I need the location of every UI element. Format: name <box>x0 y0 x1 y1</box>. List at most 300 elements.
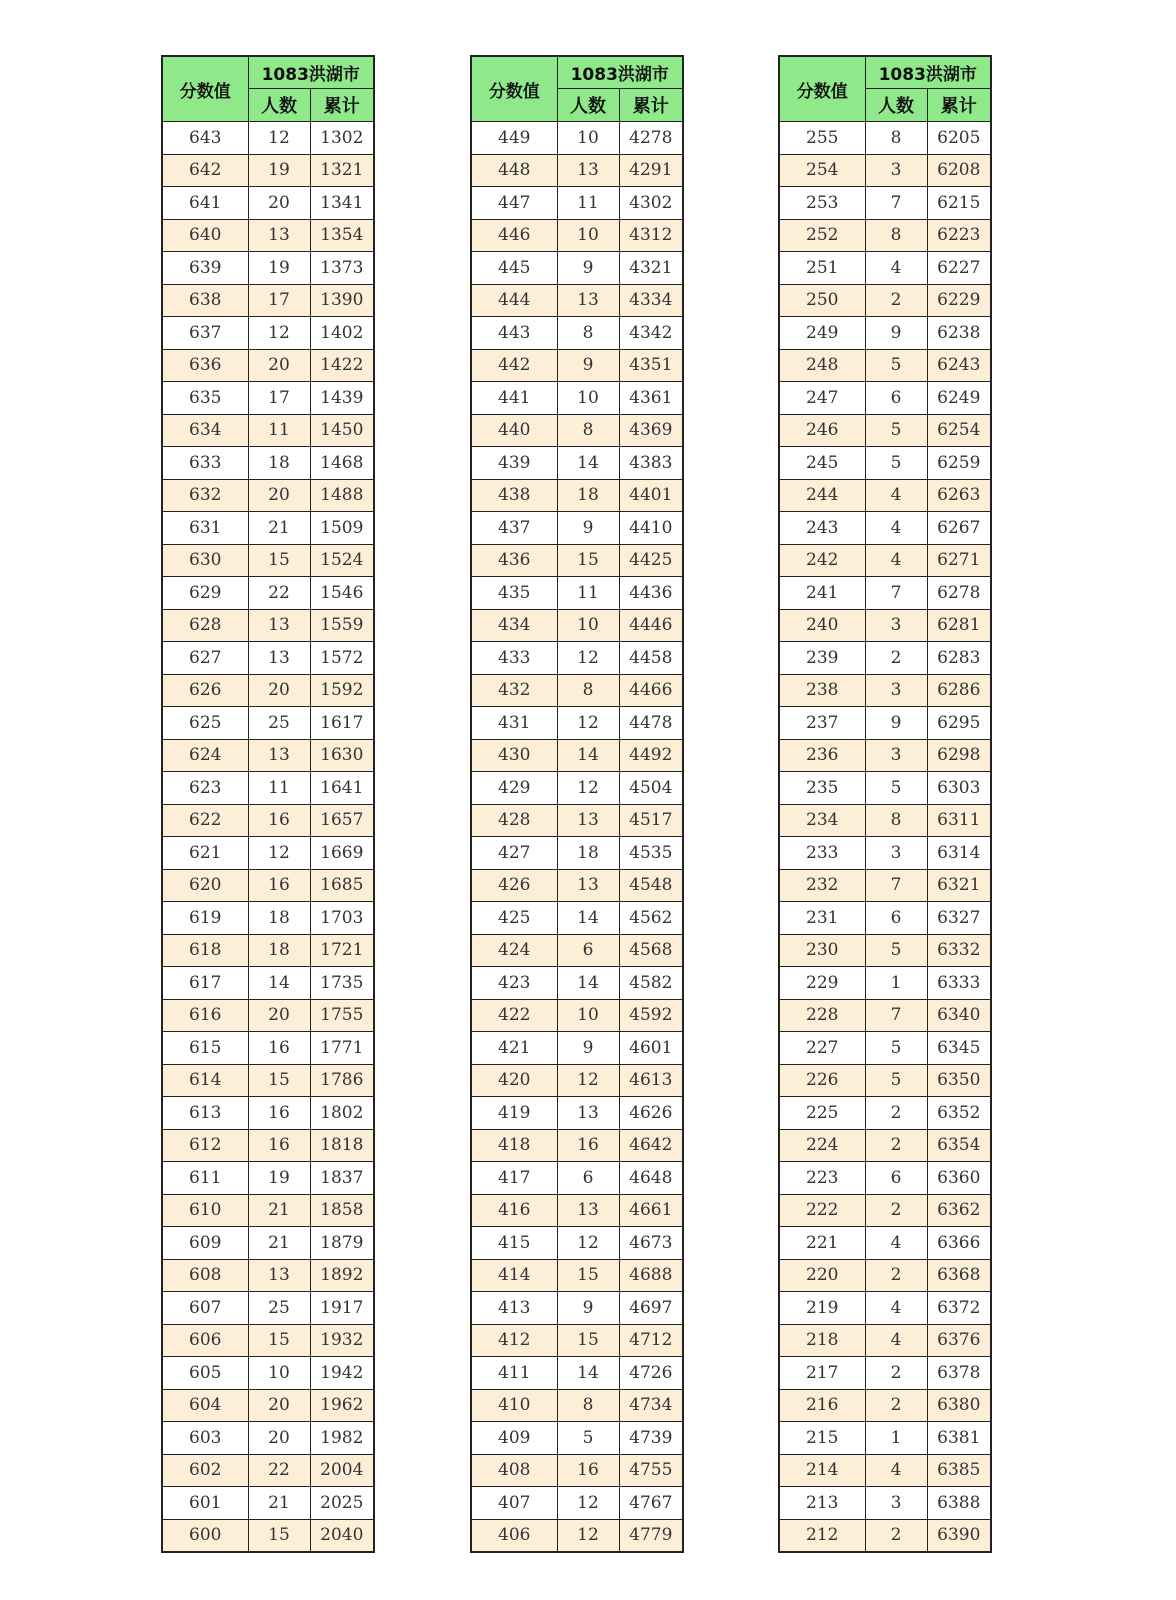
table-row <box>471 317 683 350</box>
cumulative-cell: 1641 <box>310 772 374 805</box>
table-row <box>471 1324 683 1357</box>
score-cell: 229 <box>779 967 865 1000</box>
score-cell: 251 <box>779 252 865 285</box>
table-row <box>471 479 683 512</box>
cumulative-cell: 1630 <box>310 739 374 772</box>
table-row <box>471 739 683 772</box>
score-cell: 406 <box>471 1519 557 1552</box>
score-cell: 602 <box>162 1454 248 1487</box>
score-cell: 632 <box>162 479 248 512</box>
count-cell: 25 <box>248 1292 310 1325</box>
cumulative-cell: 6333 <box>927 967 991 1000</box>
count-cell: 13 <box>248 1259 310 1292</box>
table-row <box>471 1032 683 1065</box>
count-cell: 15 <box>557 544 619 577</box>
score-cell: 434 <box>471 609 557 642</box>
score-cell: 222 <box>779 1194 865 1227</box>
score-cell: 429 <box>471 772 557 805</box>
cumulative-cell: 4562 <box>619 902 683 935</box>
score-cell: 255 <box>779 122 865 155</box>
table-row <box>779 1227 991 1260</box>
table-row <box>779 317 991 350</box>
table-row <box>162 1162 374 1195</box>
count-cell: 10 <box>557 382 619 415</box>
score-cell: 607 <box>162 1292 248 1325</box>
table-row <box>779 1389 991 1422</box>
count-cell: 17 <box>248 284 310 317</box>
count-cell: 20 <box>248 1389 310 1422</box>
score-cell: 639 <box>162 252 248 285</box>
cumulative-cell: 1892 <box>310 1259 374 1292</box>
cumulative-cell: 6254 <box>927 414 991 447</box>
cumulative-cell: 4697 <box>619 1292 683 1325</box>
cumulative-column-header: 累计 <box>310 89 374 122</box>
table-row <box>779 382 991 415</box>
table-row <box>162 479 374 512</box>
count-cell: 4 <box>865 1227 927 1260</box>
table-row <box>471 1357 683 1390</box>
table-row <box>471 1519 683 1552</box>
score-cell: 448 <box>471 154 557 187</box>
score-cell: 212 <box>779 1519 865 1552</box>
count-cell: 13 <box>557 154 619 187</box>
count-cell: 11 <box>557 187 619 220</box>
table-row <box>779 414 991 447</box>
cumulative-cell: 6295 <box>927 707 991 740</box>
table-row <box>162 154 374 187</box>
score-cell: 232 <box>779 869 865 902</box>
count-cell: 7 <box>865 187 927 220</box>
score-cell: 638 <box>162 284 248 317</box>
score-cell: 221 <box>779 1227 865 1260</box>
count-column-header: 人数 <box>557 89 619 122</box>
score-cell: 605 <box>162 1357 248 1390</box>
table-row <box>779 479 991 512</box>
table-row <box>779 1259 991 1292</box>
table-row <box>162 772 374 805</box>
cumulative-cell: 4517 <box>619 804 683 837</box>
score-cell: 411 <box>471 1357 557 1390</box>
score-cell: 635 <box>162 382 248 415</box>
cumulative-cell: 1685 <box>310 869 374 902</box>
table-row <box>471 1422 683 1455</box>
table-row <box>471 1454 683 1487</box>
count-cell: 4 <box>865 1454 927 1487</box>
count-cell: 13 <box>248 609 310 642</box>
table-row <box>162 1129 374 1162</box>
score-cell: 413 <box>471 1292 557 1325</box>
count-cell: 1 <box>865 1422 927 1455</box>
count-cell: 19 <box>248 252 310 285</box>
count-cell: 21 <box>248 1194 310 1227</box>
score-cell: 242 <box>779 544 865 577</box>
count-cell: 12 <box>557 642 619 675</box>
table-row <box>471 609 683 642</box>
cumulative-cell: 4642 <box>619 1129 683 1162</box>
count-cell: 11 <box>248 414 310 447</box>
table-row <box>779 122 991 155</box>
table-row <box>471 382 683 415</box>
cumulative-cell: 6354 <box>927 1129 991 1162</box>
table-row <box>471 1194 683 1227</box>
score-cell: 254 <box>779 154 865 187</box>
score-cell: 430 <box>471 739 557 772</box>
score-cell: 252 <box>779 219 865 252</box>
cumulative-cell: 4458 <box>619 642 683 675</box>
score-cell: 620 <box>162 869 248 902</box>
table-row <box>779 447 991 480</box>
table-row <box>471 642 683 675</box>
table-row <box>779 609 991 642</box>
cumulative-cell: 6227 <box>927 252 991 285</box>
cumulative-cell: 4626 <box>619 1097 683 1130</box>
table-row <box>779 1454 991 1487</box>
cumulative-cell: 1488 <box>310 479 374 512</box>
table-row <box>162 512 374 545</box>
count-cell: 3 <box>865 609 927 642</box>
table-row <box>162 1097 374 1130</box>
table-row <box>471 349 683 382</box>
count-cell: 20 <box>248 349 310 382</box>
cumulative-cell: 1439 <box>310 382 374 415</box>
count-cell: 22 <box>248 577 310 610</box>
count-cell: 10 <box>248 1357 310 1390</box>
score-cell: 219 <box>779 1292 865 1325</box>
score-cell: 440 <box>471 414 557 447</box>
cumulative-cell: 6376 <box>927 1324 991 1357</box>
table-row <box>162 382 374 415</box>
score-cell: 218 <box>779 1324 865 1357</box>
score-cell: 447 <box>471 187 557 220</box>
table-row <box>471 869 683 902</box>
cumulative-cell: 1721 <box>310 934 374 967</box>
table-row <box>779 642 991 675</box>
count-cell: 12 <box>248 122 310 155</box>
cumulative-cell: 6385 <box>927 1454 991 1487</box>
score-cell: 615 <box>162 1032 248 1065</box>
score-cell: 438 <box>471 479 557 512</box>
score-cell: 608 <box>162 1259 248 1292</box>
score-cell: 619 <box>162 902 248 935</box>
score-cell: 601 <box>162 1487 248 1520</box>
count-cell: 11 <box>248 772 310 805</box>
count-cell: 13 <box>557 869 619 902</box>
table-row <box>471 252 683 285</box>
count-cell: 6 <box>865 382 927 415</box>
score-cell: 641 <box>162 187 248 220</box>
table-row <box>162 1389 374 1422</box>
cumulative-cell: 6327 <box>927 902 991 935</box>
table-row <box>471 674 683 707</box>
score-cell: 408 <box>471 1454 557 1487</box>
score-cell: 241 <box>779 577 865 610</box>
table-row <box>471 1227 683 1260</box>
score-cell: 616 <box>162 999 248 1032</box>
cumulative-cell: 1572 <box>310 642 374 675</box>
cumulative-cell: 6298 <box>927 739 991 772</box>
cumulative-cell: 2004 <box>310 1454 374 1487</box>
score-cell: 617 <box>162 967 248 1000</box>
cumulative-cell: 1592 <box>310 674 374 707</box>
table-row <box>779 772 991 805</box>
cumulative-cell: 6390 <box>927 1519 991 1552</box>
score-cell: 439 <box>471 447 557 480</box>
score-cell: 220 <box>779 1259 865 1292</box>
cumulative-cell: 1373 <box>310 252 374 285</box>
cumulative-cell: 1771 <box>310 1032 374 1065</box>
count-cell: 3 <box>865 739 927 772</box>
score-cell: 636 <box>162 349 248 382</box>
score-cell: 214 <box>779 1454 865 1487</box>
count-cell: 8 <box>557 414 619 447</box>
score-cell: 428 <box>471 804 557 837</box>
score-cell: 643 <box>162 122 248 155</box>
table-row <box>471 1259 683 1292</box>
cumulative-cell: 4410 <box>619 512 683 545</box>
table-row <box>779 869 991 902</box>
cumulative-cell: 1302 <box>310 122 374 155</box>
cumulative-cell: 2040 <box>310 1519 374 1552</box>
cumulative-cell: 1390 <box>310 284 374 317</box>
table-row <box>779 252 991 285</box>
cumulative-cell: 4535 <box>619 837 683 870</box>
score-cell: 633 <box>162 447 248 480</box>
cumulative-cell: 1703 <box>310 902 374 935</box>
table-row <box>162 577 374 610</box>
table-row <box>779 544 991 577</box>
table-row <box>779 1194 991 1227</box>
count-cell: 4 <box>865 1292 927 1325</box>
score-cell: 233 <box>779 837 865 870</box>
table-body <box>779 122 991 1553</box>
cumulative-cell: 4601 <box>619 1032 683 1065</box>
score-cell: 230 <box>779 934 865 967</box>
score-cell: 418 <box>471 1129 557 1162</box>
table-row <box>471 1389 683 1422</box>
table-row <box>471 284 683 317</box>
table-row <box>779 1487 991 1520</box>
score-cell: 417 <box>471 1162 557 1195</box>
count-cell: 2 <box>865 1194 927 1227</box>
table-row <box>162 1422 374 1455</box>
count-cell: 8 <box>865 804 927 837</box>
table-row <box>162 219 374 252</box>
cumulative-cell: 2025 <box>310 1487 374 1520</box>
count-cell: 12 <box>557 1487 619 1520</box>
count-cell: 2 <box>865 1129 927 1162</box>
table-row <box>779 934 991 967</box>
table-row <box>471 804 683 837</box>
count-column-header: 人数 <box>865 89 927 122</box>
count-cell: 8 <box>865 219 927 252</box>
score-cell: 444 <box>471 284 557 317</box>
count-cell: 19 <box>248 154 310 187</box>
cumulative-cell: 1917 <box>310 1292 374 1325</box>
table-row <box>162 414 374 447</box>
table-row <box>162 1487 374 1520</box>
score-cell: 250 <box>779 284 865 317</box>
table-body <box>162 122 374 1553</box>
cumulative-cell: 4734 <box>619 1389 683 1422</box>
table-row <box>162 967 374 1000</box>
cumulative-cell: 1422 <box>310 349 374 382</box>
table-row <box>471 934 683 967</box>
score-cell: 422 <box>471 999 557 1032</box>
table-row <box>471 577 683 610</box>
table-row <box>779 577 991 610</box>
count-cell: 10 <box>557 219 619 252</box>
cumulative-cell: 6311 <box>927 804 991 837</box>
cumulative-cell: 6340 <box>927 999 991 1032</box>
score-cell: 445 <box>471 252 557 285</box>
cumulative-cell: 6249 <box>927 382 991 415</box>
score-cell: 640 <box>162 219 248 252</box>
score-cell: 213 <box>779 1487 865 1520</box>
cumulative-cell: 1942 <box>310 1357 374 1390</box>
table-row <box>162 1227 374 1260</box>
count-cell: 15 <box>248 544 310 577</box>
count-cell: 17 <box>248 382 310 415</box>
table-row <box>779 1064 991 1097</box>
score-cell: 421 <box>471 1032 557 1065</box>
table-row <box>779 837 991 870</box>
table-row <box>162 837 374 870</box>
count-cell: 5 <box>865 1032 927 1065</box>
table-row <box>779 1292 991 1325</box>
score-cell: 630 <box>162 544 248 577</box>
count-cell: 3 <box>865 1487 927 1520</box>
table-row <box>162 1032 374 1065</box>
score-cell: 420 <box>471 1064 557 1097</box>
count-cell: 2 <box>865 1389 927 1422</box>
count-cell: 4 <box>865 544 927 577</box>
score-cell: 642 <box>162 154 248 187</box>
table-row <box>471 512 683 545</box>
count-cell: 10 <box>557 609 619 642</box>
table-row <box>162 804 374 837</box>
count-cell: 7 <box>865 869 927 902</box>
table-row <box>471 1292 683 1325</box>
cumulative-cell: 4712 <box>619 1324 683 1357</box>
table-row <box>471 154 683 187</box>
count-cell: 6 <box>557 1162 619 1195</box>
score-cell: 416 <box>471 1194 557 1227</box>
score-cell: 419 <box>471 1097 557 1130</box>
count-cell: 2 <box>865 1259 927 1292</box>
table-row <box>162 349 374 382</box>
count-cell: 12 <box>557 1064 619 1097</box>
cumulative-cell: 4673 <box>619 1227 683 1260</box>
count-cell: 7 <box>865 999 927 1032</box>
table-row <box>471 122 683 155</box>
cumulative-cell: 4351 <box>619 349 683 382</box>
cumulative-cell: 4369 <box>619 414 683 447</box>
cumulative-cell: 6350 <box>927 1064 991 1097</box>
score-cell: 425 <box>471 902 557 935</box>
cumulative-cell: 4568 <box>619 934 683 967</box>
cumulative-cell: 6229 <box>927 284 991 317</box>
score-cell: 625 <box>162 707 248 740</box>
score-cell: 227 <box>779 1032 865 1065</box>
score-cell: 436 <box>471 544 557 577</box>
score-cell: 414 <box>471 1259 557 1292</box>
count-cell: 20 <box>248 479 310 512</box>
score-cell: 234 <box>779 804 865 837</box>
count-cell: 21 <box>248 1227 310 1260</box>
table-row <box>162 902 374 935</box>
score-cell: 225 <box>779 1097 865 1130</box>
score-cell: 441 <box>471 382 557 415</box>
score-cell: 426 <box>471 869 557 902</box>
cumulative-cell: 1402 <box>310 317 374 350</box>
cumulative-cell: 6238 <box>927 317 991 350</box>
cumulative-cell: 4548 <box>619 869 683 902</box>
score-cell: 628 <box>162 609 248 642</box>
score-cell: 623 <box>162 772 248 805</box>
count-cell: 19 <box>248 1162 310 1195</box>
cumulative-cell: 4648 <box>619 1162 683 1195</box>
count-cell: 10 <box>557 122 619 155</box>
count-cell: 13 <box>557 1194 619 1227</box>
cumulative-cell: 1559 <box>310 609 374 642</box>
score-cell: 243 <box>779 512 865 545</box>
table-row <box>779 1162 991 1195</box>
region-header: 1083洪湖市 <box>248 56 374 89</box>
count-cell: 25 <box>248 707 310 740</box>
score-cell: 231 <box>779 902 865 935</box>
score-cell: 228 <box>779 999 865 1032</box>
cumulative-cell: 1546 <box>310 577 374 610</box>
score-cell: 246 <box>779 414 865 447</box>
cumulative-cell: 4726 <box>619 1357 683 1390</box>
table-row <box>471 1487 683 1520</box>
table-row <box>162 1064 374 1097</box>
count-cell: 18 <box>248 902 310 935</box>
table-row <box>471 999 683 1032</box>
score-cell: 627 <box>162 642 248 675</box>
score-cell: 412 <box>471 1324 557 1357</box>
cumulative-cell: 6259 <box>927 447 991 480</box>
table-row <box>779 902 991 935</box>
cumulative-cell: 1837 <box>310 1162 374 1195</box>
cumulative-cell: 1932 <box>310 1324 374 1357</box>
cumulative-cell: 6332 <box>927 934 991 967</box>
count-cell: 11 <box>557 577 619 610</box>
table-body <box>471 122 683 1553</box>
cumulative-cell: 4334 <box>619 284 683 317</box>
cumulative-cell: 1617 <box>310 707 374 740</box>
cumulative-cell: 4755 <box>619 1454 683 1487</box>
count-cell: 9 <box>557 1032 619 1065</box>
count-cell: 2 <box>865 1097 927 1130</box>
cumulative-cell: 6352 <box>927 1097 991 1130</box>
score-cell: 423 <box>471 967 557 1000</box>
count-cell: 18 <box>557 837 619 870</box>
score-cell: 215 <box>779 1422 865 1455</box>
score-cell: 226 <box>779 1064 865 1097</box>
count-cell: 14 <box>557 739 619 772</box>
count-cell: 16 <box>248 869 310 902</box>
count-cell: 20 <box>248 999 310 1032</box>
table-row <box>162 317 374 350</box>
score-cell: 637 <box>162 317 248 350</box>
cumulative-cell: 6378 <box>927 1357 991 1390</box>
count-cell: 13 <box>248 219 310 252</box>
cumulative-cell: 6267 <box>927 512 991 545</box>
table-row <box>471 414 683 447</box>
cumulative-cell: 1450 <box>310 414 374 447</box>
count-cell: 12 <box>557 772 619 805</box>
